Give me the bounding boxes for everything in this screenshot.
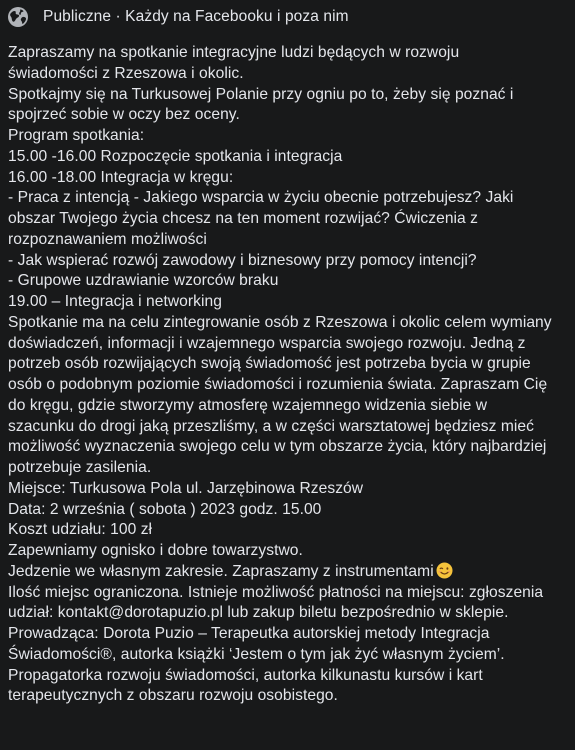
post-text-line: [8, 686, 575, 707]
post-text-line-content: Ilość miejsc ograniczona. Istnieje możliwość płatności na miejscu: zgłoszenia: [8, 583, 544, 601]
post-text-line-content: szacunku do drogi jaką przeszliśmy, a w części warsztatowej będziesz mieć: [8, 417, 534, 435]
post-text-line-content: Spotkajmy się na Turkusowej Polanie przy ogniu po to, żeby się poznać i: [8, 85, 514, 103]
post-text-line: [8, 271, 575, 292]
privacy-label[interactable]: Publiczne · Każdy na Facebooku i poza nim: [43, 8, 349, 25]
post-text-line: [8, 230, 575, 251]
post-text-line-content: 15.00 -16.00 Rozpoczęcie spotkania i integracja: [8, 147, 343, 165]
post-text-line-content: możliwość wyznaczenia swojego celu w tym obszarze życia, który najbardziej: [8, 438, 547, 456]
post-text-line: [8, 105, 575, 126]
post-text-line: [8, 624, 575, 645]
post-text-line-content: rozpoznawaniem możliwości: [8, 230, 207, 248]
post-text-line: [8, 479, 575, 500]
post-text-line: [8, 541, 575, 562]
post-text-line: [8, 251, 575, 272]
post-text-line: [8, 666, 575, 687]
post-text-line-content: Data: 2 września ( sobota ) 2023 godz. 15.00: [8, 500, 322, 518]
post-text-line-content: Koszt udziału: 100 zł: [8, 521, 153, 539]
post-text-line: [8, 126, 575, 147]
post-text-line-content: Jedzenie we własnym zakresie. Zapraszamy z instrumentami: [8, 562, 434, 580]
post-text-line: [8, 292, 575, 313]
post-text-line-content: udział: kontakt@dorotapuzio.pl lub zakup biletu bezpośrednio w sklepie.: [8, 604, 509, 622]
post-text-line-content: - Grupowe uzdrawianie wzorców braku: [8, 272, 279, 290]
post-text-line-content: spojrzeć sobie w oczy bez oceny.: [8, 106, 240, 124]
post-text-line-content: Propagatorka rozwoju świadomości, autorka kilkunastu kursów i kart: [8, 666, 483, 684]
privacy-row: [8, 0, 567, 34]
post-text-line-content: obszar Twojego życia chcesz na ten moment rozwijać? Ćwiczenia z: [8, 210, 479, 227]
post-text-line: [8, 209, 575, 230]
post-text-line-content: Program spotkania:: [8, 127, 145, 144]
post-text-line: [8, 147, 575, 168]
post-text-line: [8, 334, 575, 355]
post-text-line: [8, 583, 575, 604]
post-text-line-content: osób o podobnym poziomie świadomości i rozumienia świata. Zapraszam Cię: [8, 376, 548, 393]
post-text-line-content: Spotkanie ma na celu zintegrowanie osób z Rzeszowa i okolic celem wymiany: [8, 313, 552, 331]
post-text-line-content: Zapraszamy na spotkanie integracyjne ludzi będących w rozwoju: [8, 44, 460, 61]
post-text-line: [8, 354, 575, 375]
winking-face-emoji-icon: [436, 562, 453, 579]
post-text-line-content: do kręgu, gdzie stworzymy atmosferę wzajemnego widzenia siebie w: [8, 396, 488, 414]
post-text-line: [8, 520, 575, 541]
post-text-line: [8, 396, 575, 417]
post-text-line: [8, 500, 575, 521]
post-text-line: [8, 375, 575, 396]
post-text-line-content: - Jak wspierać rozwój zawodowy i biznesowy przy pomocy intencji?: [8, 251, 477, 269]
post-text: [8, 43, 575, 707]
post-text-line-content: - Praca z intencją - Jakiego wsparcia w życiu obecnie potrzebujesz? Jaki: [8, 189, 514, 207]
post-text-line: [8, 188, 575, 209]
post-text-line: [8, 313, 575, 334]
post-text-line: [8, 168, 575, 189]
post-text-line: [8, 458, 575, 479]
post-text-line-content: 16.00 -18.00 Integracja w kręgu:: [8, 168, 234, 186]
post-text-line: [8, 645, 575, 666]
post-text-line-content: doświadczeń, informacji i wzajemnego wsparcia swojego rozwoju. Jedną z: [8, 334, 526, 352]
post-text-line-content: potrzeb osób rozwijających swoją świadomość jest potrzeba bycia w grupie: [8, 355, 531, 373]
post-text-line-content: Świadomości®, autorka książki ‘Jestem o tym jak żyć własnym życiem’.: [8, 645, 505, 663]
post-text-line-content: Prowadząca: Dorota Puzio – Terapeutka autorskiej metody Integracja: [8, 625, 490, 642]
post-text-line: [8, 562, 575, 583]
post-text-line-content: Zapewniamy ognisko i dobre towarzystwo.: [8, 542, 303, 559]
post-text-line-content: świadomości z Rzeszowa i okolic.: [8, 64, 244, 82]
post-text-line: [8, 85, 575, 106]
post-text-line: [8, 43, 575, 64]
post-text-line-content: 19.00 – Integracja i networking: [8, 293, 222, 310]
post-text-line-content: potrzebuje zasilenia.: [8, 459, 152, 476]
post-text-line: [8, 437, 575, 458]
post-text-line: [8, 417, 575, 438]
globe-icon[interactable]: [7, 6, 29, 28]
post-text-line: [8, 64, 575, 85]
post-text-line: [8, 603, 575, 624]
post-text-line-content: terapeutycznych z obszaru rozwoju osobistego.: [8, 687, 338, 705]
post-text-line-content: Miejsce: Turkusowa Pola ul. Jarzębinowa Rzeszów: [8, 479, 364, 497]
